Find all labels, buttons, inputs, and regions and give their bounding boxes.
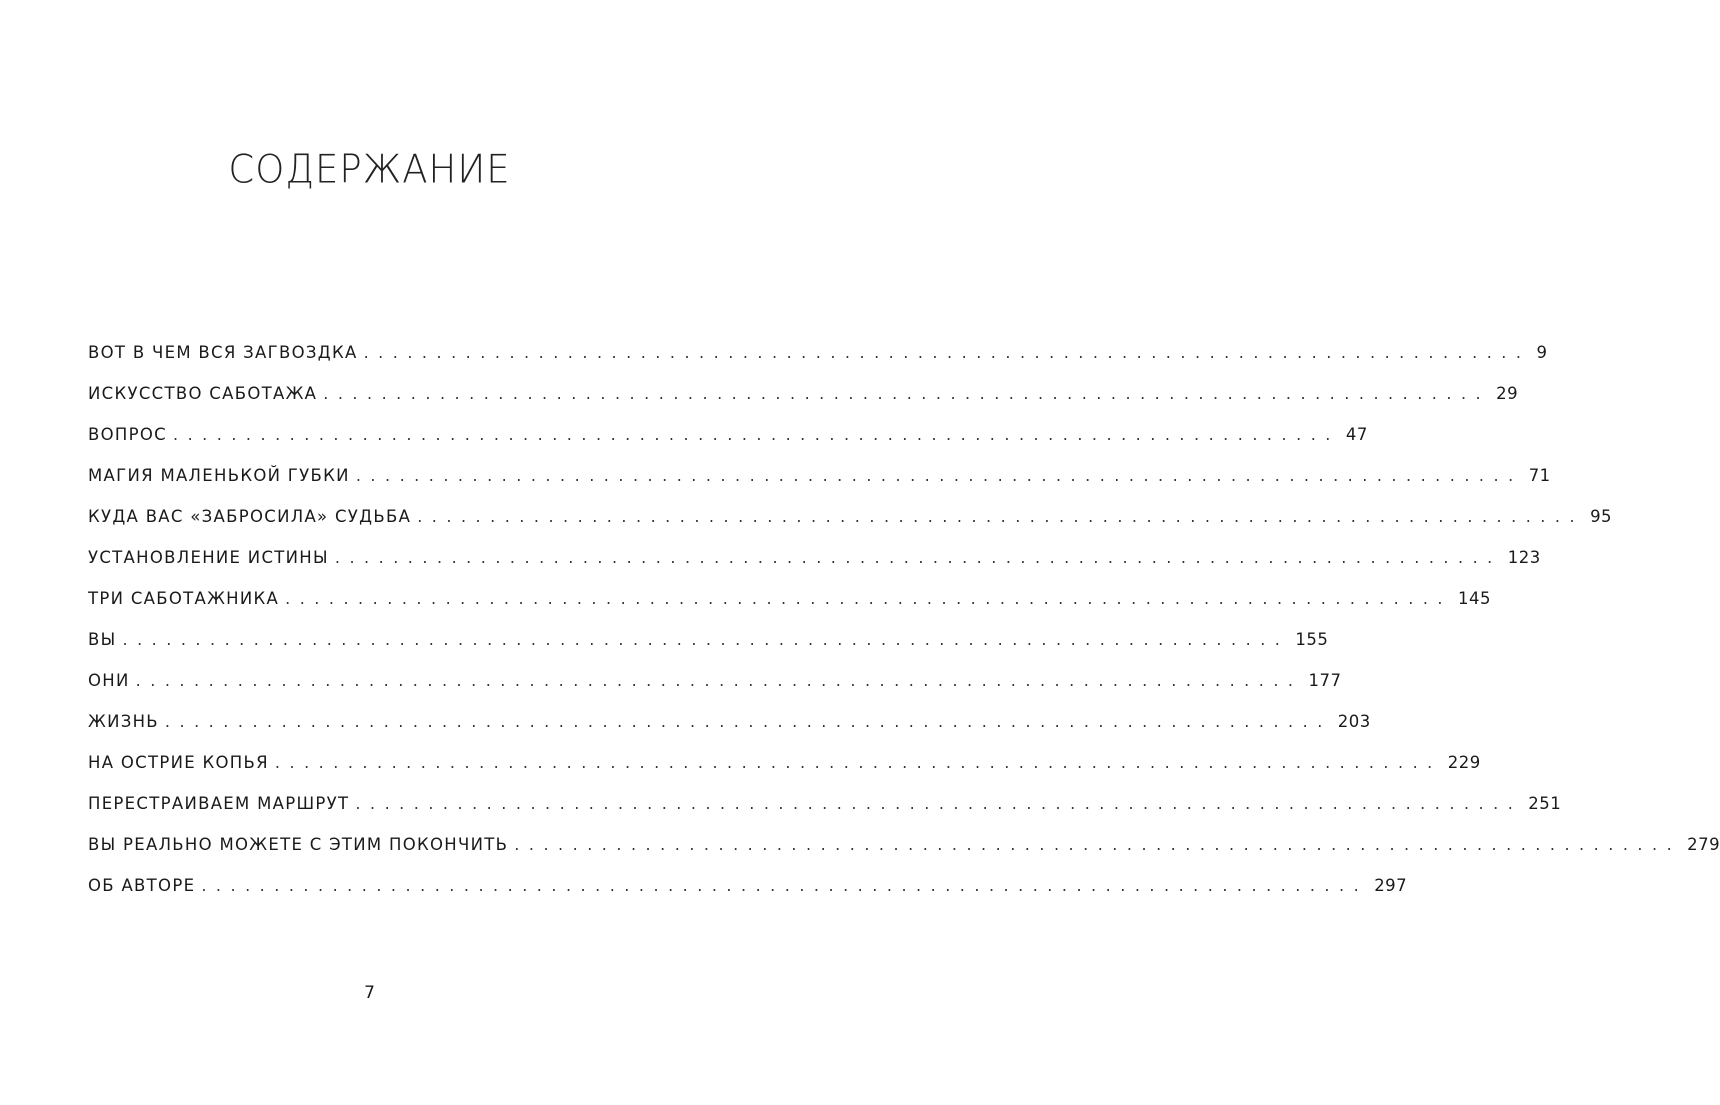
toc-entry-title: ОНИ xyxy=(88,671,130,690)
toc-entry-title: ЖИЗНЬ xyxy=(88,712,159,731)
toc-entry-page: 297 xyxy=(1374,876,1408,895)
toc-entry-page: 155 xyxy=(1295,630,1329,649)
toc-entry-title: ВОПРОС xyxy=(88,425,167,444)
toc-entry-page: 279 xyxy=(1687,835,1720,854)
toc-entry-title: ПЕРЕСТРАИВАЕМ МАРШРУТ xyxy=(88,794,350,813)
toc-entry[interactable] xyxy=(88,466,1551,507)
toc-entry[interactable] xyxy=(88,384,1519,425)
toc-entry-page: 47 xyxy=(1345,425,1368,444)
toc-entry[interactable] xyxy=(88,548,1541,589)
toc-entry-page: 71 xyxy=(1528,466,1551,485)
dot-leader: ................................................................................ xyxy=(323,384,1491,403)
toc-entry[interactable] xyxy=(88,835,1720,876)
toc-entry[interactable] xyxy=(88,671,1342,712)
dot-leader: ................................................................................ xyxy=(363,343,1531,362)
dot-leader: ................................................................................ xyxy=(135,671,1303,690)
toc-entry-title: КУДА ВАС «ЗАБРОСИЛА» СУДЬБА xyxy=(88,507,412,526)
toc-entry-page: 9 xyxy=(1536,343,1548,362)
toc-entry-page: 29 xyxy=(1496,384,1519,403)
toc-entry[interactable] xyxy=(88,876,1408,917)
toc-entry-title: ТРИ САБОТАЖНИКА xyxy=(88,589,280,608)
toc-entry-title: НА ОСТРИЕ КОПЬЯ xyxy=(88,753,269,772)
dot-leader: ................................................................................ xyxy=(285,589,1452,608)
page-title: СОДЕРЖАНИЕ xyxy=(228,146,511,193)
toc-entry[interactable] xyxy=(88,794,1562,835)
toc-entry-title: УСТАНОВЛЕНИЕ ИСТИНЫ xyxy=(88,548,329,567)
page-number: 7 xyxy=(364,983,375,1003)
toc-entry[interactable] xyxy=(88,343,1548,384)
dot-leader: ................................................................................ xyxy=(355,794,1523,813)
toc-entry-page: 229 xyxy=(1447,753,1481,772)
dot-leader: ................................................................................ xyxy=(334,548,1502,567)
dot-leader: ................................................................................ xyxy=(274,753,1442,772)
toc-entry[interactable] xyxy=(88,589,1491,630)
dot-leader: ................................................................................ xyxy=(355,466,1523,485)
toc-entry-page: 145 xyxy=(1458,589,1491,608)
toc-entry-page: 203 xyxy=(1337,712,1371,731)
dot-leader: ................................................................................ xyxy=(201,876,1369,895)
toc-entry-page: 177 xyxy=(1308,671,1342,690)
toc-entry[interactable] xyxy=(88,507,1613,548)
dot-leader: ................................................................................ xyxy=(514,835,1682,854)
dot-leader: ................................................................................ xyxy=(122,630,1290,649)
toc-entry-title: МАГИЯ МАЛЕНЬКОЙ ГУБКИ xyxy=(88,466,350,485)
toc-entry-page: 95 xyxy=(1590,507,1613,526)
toc-entry-title: ОБ АВТОРЕ xyxy=(88,876,196,895)
dot-leader: ................................................................................ xyxy=(172,425,1340,444)
toc-entry[interactable] xyxy=(88,753,1481,794)
toc-entry-page: 251 xyxy=(1528,794,1562,813)
dot-leader: ................................................................................ xyxy=(164,712,1332,731)
dot-leader: ................................................................................ xyxy=(417,507,1585,526)
toc-entry-title: ВЫ РЕАЛЬНО МОЖЕТЕ С ЭТИМ ПОКОНЧИТЬ xyxy=(88,835,509,854)
toc-entry[interactable] xyxy=(88,425,1368,466)
toc-entry[interactable] xyxy=(88,630,1329,671)
toc-entry-title: ИСКУССТВО САБОТАЖА xyxy=(88,384,318,403)
toc-entry[interactable] xyxy=(88,712,1371,753)
toc-entry-title: ВЫ xyxy=(88,630,117,649)
table-of-contents xyxy=(88,343,1720,917)
toc-entry-title: ВОТ В ЧЕМ ВСЯ ЗАГВОЗДКА xyxy=(88,343,358,362)
toc-entry-page: 123 xyxy=(1507,548,1541,567)
